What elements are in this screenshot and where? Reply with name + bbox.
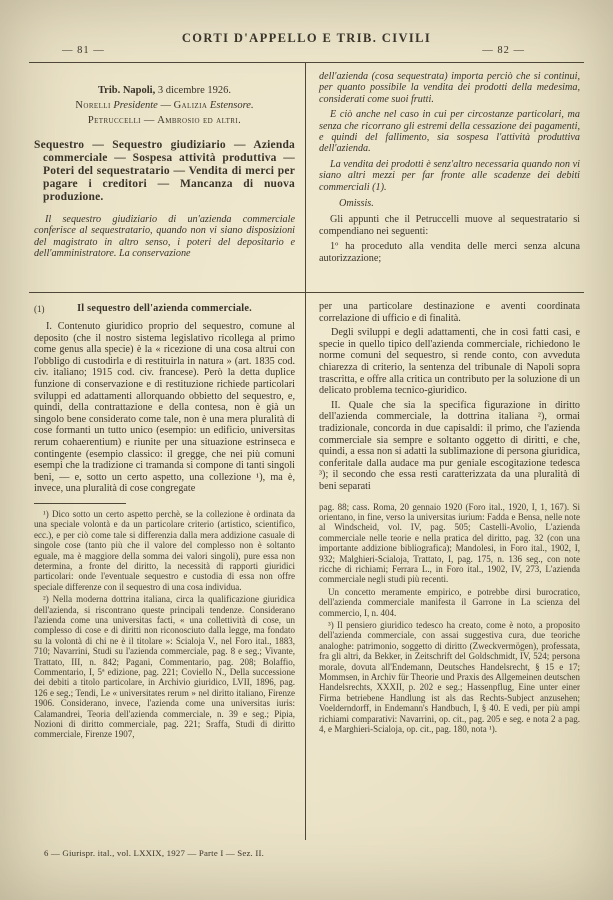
note-body-paragraph: Degli sviluppi e degli adattamenti, che in così fatti casi, e specie in quello tipico dell'azienda commerciale, richiedono le norme comuni del sequestro, si rende conto, con avveduta chiarezza di criterio, la sentenza del tribunale di Napoli sopra trascritta, e offre alla critica un contributo per la soluzione di un delicato problema tecnico-giuridico. (319, 327, 580, 397)
decision-point-1: 1º ha proceduto alla vendita delle merci senza alcuna autorizzazione; (319, 241, 580, 264)
holding-continuation-paragraph: La vendita dei prodotti è senz'altro necessaria quando non vi siano altri mezzi per far fronte alle scadenze dei debiti commerciali (1). (319, 158, 580, 193)
decision-date: 3 dicembre 1926. (157, 85, 232, 96)
footnotes-right (319, 502, 580, 735)
footnote-1: ¹) Dico sotto un certo aspetto perchè, se la collezione è ordinata da una speciale volontà e da un particolare criterio (artistico, scientifico, ecc.), e per ciò come tale si differenzia dalla mera addizione casuale di singole cose (tanto più che il valore del complesso non è soltanto eguale, ma è maggiore della somma dei valori singoli), pure essa non determina, a fronte del diritto, la necessità di rapporti giuridici particolari: onde l'eventuale sequestro e custodia di essa non offre speciale differenze con il sequestro di una cosa individua. (34, 508, 295, 592)
judge-name: Norelli (75, 100, 111, 111)
note-marker: (1) (34, 304, 45, 314)
footnote-2: ²) Nella moderna dottrina italiana, circa la qualificazione giuridica dell'azienda, si riscontrano queste principali tendenze. Considerano l'azienda come una universitas facti, « una collettività di cose, un complesso di cose e di diritti non riconosciuto dalla legge, ma fondato su la volontà di chi ne è il titolare »: Scialoja V., nel Foro ital., 1883, 710; Navarrini, Studi su l'azienda commerciale, pag. 8 e seg.; Vivante, Trattato, III, n. 842; Pagani, Commentario, pag. 208; Bolaffio, Commentario, I, 5ª edizione, pag. 221; Coviello N., Della successione dei debiti a titolo particolare, in Archivio giuridico, LVII, 1896, pag. 126 e seg.; Tendi, Le « universitates rerum » nel diritto italiano, Firenze 1906. Considerano, invece, l'azienda come una universitas iuris: Calamandrei, Teoria dell'azienda commerciale, n. 39 e seg.; Pipia, Nozioni di diritto commerciale, pag. 221; Sraffa, Studi di diritto commerciale, Firenze 1907, (34, 594, 295, 740)
note-heading (34, 303, 295, 318)
annotation-left-column (0, 293, 306, 839)
holding-paragraph: Il sequestro giudiziario di un'azienda commerciale conferisce al sequestratario, quando non vi siano disposizioni del magistrato in altro senso, i poteri del depositario e dell'amministratore. La conservazione (34, 214, 295, 260)
footnote-3: ³) Il pensiero giuridico tedesco ha creato, come è noto, a proposito dell'azienda commerciale, con assai suggestiva cura, due teoriche analoghe: patrimonio, soggetto di diritto (Zweckvermögen), professata, fra gli altri, da Bekker, in Zeitschrift del Goldschmidt, IV, 524; persona morale, dovuta all'Endemann, Deutsches Handelsrecht, § 15 e 17; Mommsen, in Archiv für Theorie und Praxis des Allgemeinen deutschen Handelsrechts, XXXII, p. 202 e seg.; Hassenpflug, Eine unter einer Firma betriebene Handlung ist als das Rechts-Subject anzusehen; Voelderndorff, in Endemann's Handbuch, I, § 40. E vedi, per più ampi richiami comparativi: Navarrini, op. cit., pag. 205 e seg. e nota 2 a pag. 4, e Marghieri-Scialoja, op. cit., pag. 180, nota ¹). (319, 619, 580, 735)
note-body-paragraph: per una particolare destinazione e aventi coordinata correlazione di ufficio e di finalità. (319, 301, 580, 324)
estensore-role: Estensore. (209, 100, 254, 111)
footnote-2-continuation: pag. 88; cass. Roma, 20 gennaio 1920 (Foro ital., 1920, I, 1, 167). Si orientano, in fine, verso la universitas iurium: Fadda e Bensa, nelle note al Windscheid, vol. IV, pag. 505; Castelli-Avolio, L'azienda commerciale nelle teorie e nella pratica del diritto, pag. 32 (con una importante addizione bibliografica); Mandolesi, in Foro ital., 1902, I, 932; Malghieri-Scialoja, Trattato, I, pag. 175, n. 136 seg., con note ricche di richiami; Ferrara L., in Foro ital., 1902, IV, 273, L'azienda commerciale negli studi più recenti. (319, 501, 580, 585)
court-line (34, 83, 295, 98)
case-report-right-column (306, 63, 613, 292)
footnotes-left (34, 509, 295, 740)
case-report-left-column (0, 63, 306, 292)
note-body-paragraph: II. Quale che sia la specifica figurazione in diritto dell'azienda commerciale, la dottrina italiana ²), ormai tradizionale, concorda in due capisaldi: il primo, che l'azienda commerciale sia sempre e soltanto oggetto di diritti, e che, quindi, a essa non si adatti la sublimazione di persona giuridica, conferitale dalla audace ma pur geniale escogitazione tedesca ³); il secondo che essa resti caratterizzata da una pluralità di beni separati (319, 399, 580, 492)
judge-role: Presidente (113, 100, 158, 111)
note-title: Il sequestro dell'azienda commerciale. (77, 303, 252, 314)
journal-title: CORTI D'APPELLO E TRIB. CIVILI (181, 31, 432, 45)
court-name: Trib. Napoli, (97, 85, 156, 96)
footnote-rule (34, 503, 126, 504)
footnote-garrone: Un concetto meramente empirico, e potrebbe dirsi burocratico, dell'azienda commerciale manifesta il Garrone in La scienza del commercio, I, n. 404. (319, 586, 580, 618)
column-divider (305, 63, 306, 840)
page-number-right: — 82 — (482, 45, 525, 56)
case-report-section (0, 63, 613, 292)
annotation-right-column (306, 293, 613, 839)
estensore-name: Galizia (173, 100, 208, 111)
parties-line: Petruccelli — Ambrosio ed altri. (87, 115, 242, 126)
page-number-left: — 81 — (62, 45, 105, 56)
omissis-marker: Omissis. (339, 198, 374, 210)
page-header (0, 0, 613, 62)
holding-continuation-paragraph: dell'azienda (cosa sequestrata) importa perciò che si continui, per quanto possibile la vendita dei prodotti della medesima, considerati come suoi frutti. (319, 71, 580, 105)
decision-intro: Gli appunti che il Petruccelli muove al sequestratario si compendiano nei seguenti: (319, 214, 580, 237)
judges-line (34, 98, 295, 113)
holding-continuation-paragraph: E ciò anche nel caso in cui per circostanze particolari, ma senza che ricorrano gli estremi della cessazione dei pagamenti, e quindi del fallimento, sia sospesa l'attività produttiva dell'azienda. (319, 109, 580, 155)
note-body-paragraph: I. Contenuto giuridico proprio del sequestro, comune al deposito (che il nostro sistema legislativo ricollega al primo come genus alla specie) è la « ricezione di una cosa altrui con l'obbligo di custodirla e di restituirla in natura » (art. 1835 cod. civ. italiano; 1915 cod. civ. francese). Però la detta duplice funzione di conservazione e di restituzione richiede particolari sviluppi ed adattamenti allorquando obbietto del sequestro, e, quindi, della contrattazione e della contesa, non è già un singolo bene considerato come tale, non è una mera pluralità di cose formanti un tutto unico (esempio: un edificio, universitas rerum cohaerentium) e riunite per una situazione estrinseca e contingente (esempio classico: il gregge, che nei più comuni esempi che la tradizione ci tramanda si compone di tanti singoli beni, — e, sotto un certo aspetto, una collezione ¹), ma è, invece, una pluralità di cose congregate (34, 321, 295, 495)
annotation-section (0, 293, 613, 839)
judges-separator: — (160, 100, 171, 111)
volume-imprint: 6 — Giurispr. ital., vol. LXXIX, 1927 — Parte I — Sez. II. (44, 848, 265, 858)
headnote: Sequestro — Sequestro giudiziario — Azienda commerciale — Sospesa attività produttiva — Poteri del sequestratario — Vendita di merci per pagare i creditori — Mancanza di nuova produzione. (34, 139, 295, 203)
